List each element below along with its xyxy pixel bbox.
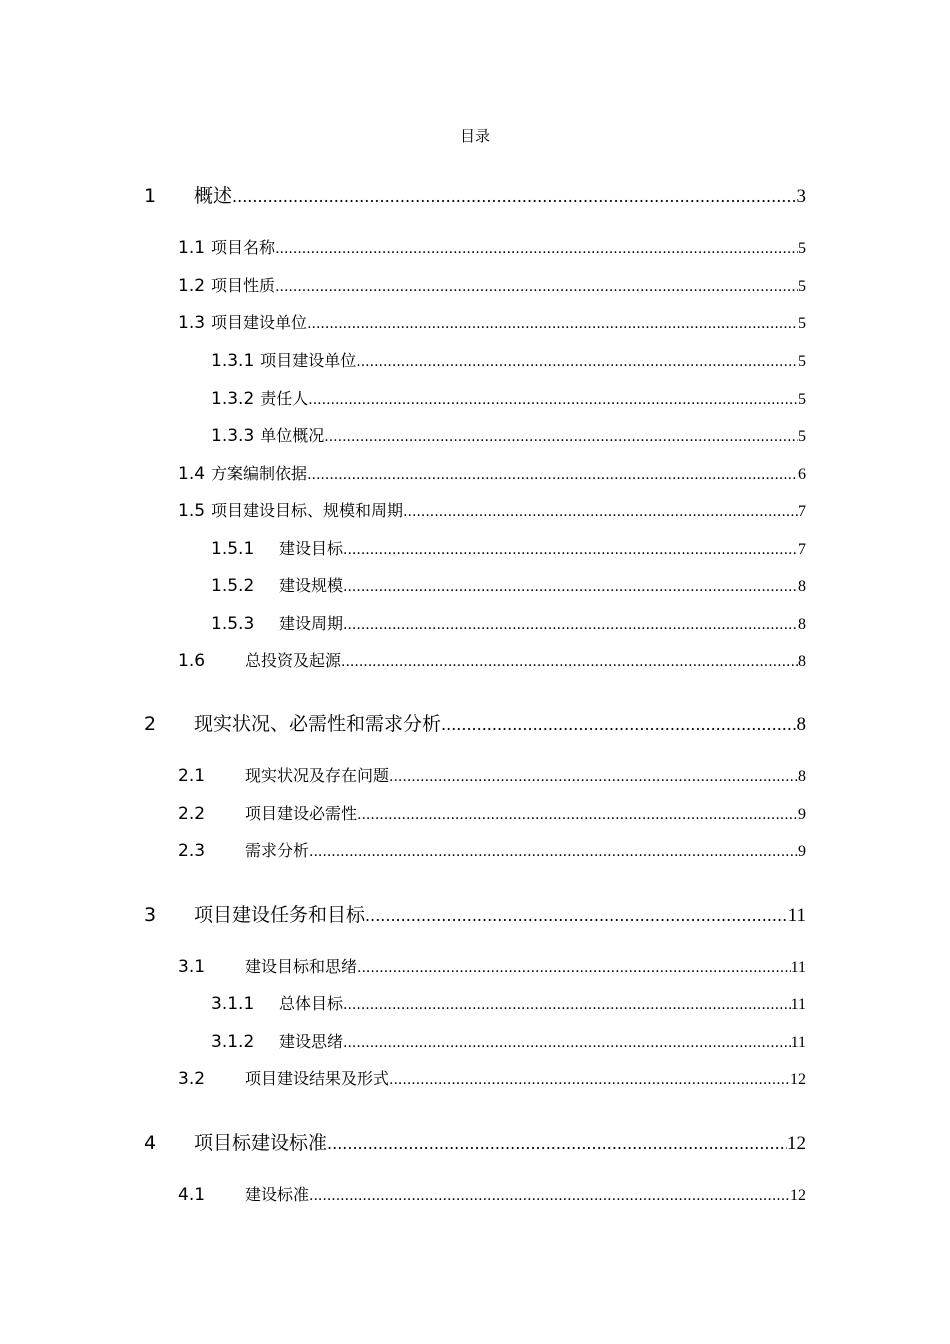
toc-entry-number: 3.1.1 <box>211 994 255 1014</box>
toc-entry-section[interactable] <box>178 236 806 261</box>
toc-entry-label: 概述 <box>194 185 233 207</box>
toc-entry-section[interactable] <box>178 649 806 674</box>
toc-dot-leader <box>365 902 788 930</box>
toc-entry-number: 4 <box>144 1132 157 1154</box>
toc-dot-leader <box>403 500 798 524</box>
toc-dot-leader <box>275 275 798 299</box>
toc-dot-leader <box>389 765 798 789</box>
toc-entry-label: 需求分析 <box>245 841 310 860</box>
toc-entry-label: 项目标建设标准 <box>194 1132 328 1154</box>
toc-entry-number: 1.3 <box>178 313 206 333</box>
toc-entry-page: 8 <box>798 578 806 595</box>
toc-dot-leader <box>309 840 798 864</box>
toc-entry-page: 9 <box>798 806 806 823</box>
toc-dot-leader <box>357 956 791 980</box>
toc-entry-subsection[interactable] <box>211 1030 806 1055</box>
toc-entry-number: 1.5.2 <box>211 576 255 596</box>
toc-entry-label: 单位概况 <box>260 426 325 445</box>
toc-entry-subsection[interactable] <box>211 574 806 599</box>
toc-entry-label: 项目建设必需性 <box>245 804 358 823</box>
toc-entry-subsection[interactable] <box>211 424 806 449</box>
toc-dot-leader <box>343 1031 791 1055</box>
toc-entry-page: 5 <box>798 391 806 408</box>
toc-dot-leader <box>343 993 791 1017</box>
toc-entry-subsection[interactable] <box>211 992 806 1017</box>
toc-entry-page: 5 <box>798 240 806 257</box>
toc-entry-label: 建设规模 <box>279 576 344 595</box>
toc-entry-number: 1.3.2 <box>211 389 255 409</box>
toc-dot-leader <box>307 312 798 336</box>
toc-entry-label: 方案编制依据 <box>211 464 308 483</box>
toc-entry-label: 项目名称 <box>211 238 276 257</box>
toc-entry-label: 项目建设单位 <box>260 351 357 370</box>
toc-entry-subsection[interactable] <box>211 349 806 374</box>
toc-entry-label: 建设目标 <box>279 539 344 558</box>
toc-entry-section[interactable] <box>178 311 806 336</box>
toc-entry-number: 2.3 <box>178 841 206 861</box>
toc-entry-label: 项目建设任务和目标 <box>194 904 366 926</box>
toc-entry-page: 5 <box>798 315 806 332</box>
toc-entry-label: 建设周期 <box>279 614 344 633</box>
toc-dot-leader <box>275 237 798 261</box>
toc-entry-page: 5 <box>798 353 806 370</box>
toc-entry-page: 5 <box>798 428 806 445</box>
toc-entry-label: 现实状况、必需性和需求分析 <box>194 713 442 735</box>
toc-entry-section[interactable] <box>178 955 806 980</box>
toc-entry-chapter[interactable] <box>144 1129 806 1158</box>
toc-entry-label: 建设目标和思绪 <box>245 957 358 976</box>
toc-entry-page: 7 <box>798 503 806 520</box>
toc-dot-leader <box>441 711 796 739</box>
toc-entry-number: 3 <box>144 904 157 926</box>
toc-entry-label: 建设标准 <box>245 1185 310 1204</box>
toc-dot-leader <box>357 803 798 827</box>
toc-dot-leader <box>343 613 798 637</box>
toc-entry-page: 9 <box>798 843 806 860</box>
toc-entry-chapter[interactable] <box>144 710 806 739</box>
toc-entry-label: 项目性质 <box>211 276 276 295</box>
toc-dot-leader <box>309 1184 790 1208</box>
toc-dot-leader <box>356 350 798 374</box>
toc-entry-number: 4.1 <box>178 1185 206 1205</box>
toc-entry-section[interactable] <box>178 274 806 299</box>
toc-entry-section[interactable] <box>178 1067 806 1092</box>
toc-entry-page: 11 <box>787 905 806 926</box>
toc-entry-number: 1.5 <box>178 501 206 521</box>
toc-entry-number: 1.1 <box>178 238 206 258</box>
toc-entry-label: 项目建设目标、规模和周期 <box>211 501 404 520</box>
toc-entry-page: 8 <box>798 653 806 670</box>
toc-dot-leader <box>308 388 798 412</box>
toc-entry-page: 8 <box>796 714 806 735</box>
toc-entry-number: 3.1.2 <box>211 1032 255 1052</box>
toc-entry-number: 1.4 <box>178 464 206 484</box>
toc-entry-page: 3 <box>796 186 806 207</box>
toc-entry-number: 1.5.1 <box>211 539 255 559</box>
toc-entry-section[interactable] <box>178 802 806 827</box>
toc-entry-number: 1.2 <box>178 276 206 296</box>
toc-entry-label: 项目建设单位 <box>211 313 308 332</box>
toc-entry-label: 现实状况及存在问题 <box>245 766 390 785</box>
toc-entry-chapter[interactable] <box>144 901 806 930</box>
toc-entry-number: 3.2 <box>178 1069 206 1089</box>
toc-entry-section[interactable] <box>178 764 806 789</box>
toc-dot-leader <box>324 425 798 449</box>
toc-entry-label: 总体目标 <box>279 994 344 1013</box>
toc-entry-number: 1.3.1 <box>211 351 255 371</box>
toc-entry-label: 责任人 <box>260 389 309 408</box>
toc-entry-number: 2.2 <box>178 804 206 824</box>
toc-entry-label: 建设思绪 <box>279 1032 344 1051</box>
toc-entry-section[interactable] <box>178 1183 806 1208</box>
toc-entry-number: 2.1 <box>178 766 206 786</box>
toc-entry-section[interactable] <box>178 499 806 524</box>
toc-dot-leader <box>341 650 798 674</box>
toc-dot-leader <box>389 1068 790 1092</box>
toc-entry-page: 12 <box>790 1187 806 1204</box>
toc-entry-number: 1 <box>144 185 157 207</box>
toc-dot-leader <box>343 538 798 562</box>
toc-dot-leader <box>232 183 796 211</box>
toc-entry-page: 11 <box>790 1034 806 1051</box>
toc-entry-chapter[interactable] <box>144 182 806 211</box>
toc-entry-number: 3.1 <box>178 957 206 977</box>
toc-dot-leader <box>327 1130 787 1158</box>
toc-entry-page: 8 <box>798 616 806 633</box>
toc-entry-section[interactable] <box>178 462 806 487</box>
toc-entry-number: 1.5.3 <box>211 614 255 634</box>
toc-entry-subsection[interactable] <box>211 612 806 637</box>
toc-entry-page: 11 <box>790 959 806 976</box>
toc-entry-number: 1.6 <box>178 651 206 671</box>
toc-title: 目录 <box>459 127 490 145</box>
toc-entry-subsection[interactable] <box>211 387 806 412</box>
toc-entry-page: 8 <box>798 768 806 785</box>
toc-entry-number: 1.3.3 <box>211 426 255 446</box>
toc-dot-leader <box>343 575 798 599</box>
toc-entry-page: 6 <box>798 466 806 483</box>
toc-entry-page: 7 <box>798 541 806 558</box>
toc-entry-label: 项目建设结果及形式 <box>245 1069 390 1088</box>
toc-entry-section[interactable] <box>178 839 806 864</box>
toc-entry-subsection[interactable] <box>211 537 806 562</box>
toc-entry-page: 12 <box>790 1071 806 1088</box>
toc-entry-page: 11 <box>790 996 806 1013</box>
toc-entry-page: 5 <box>798 278 806 295</box>
toc-dot-leader <box>307 463 798 487</box>
toc-entry-number: 2 <box>144 713 157 735</box>
toc-entry-page: 12 <box>787 1133 806 1154</box>
toc-entry-label: 总投资及起源 <box>245 651 342 670</box>
